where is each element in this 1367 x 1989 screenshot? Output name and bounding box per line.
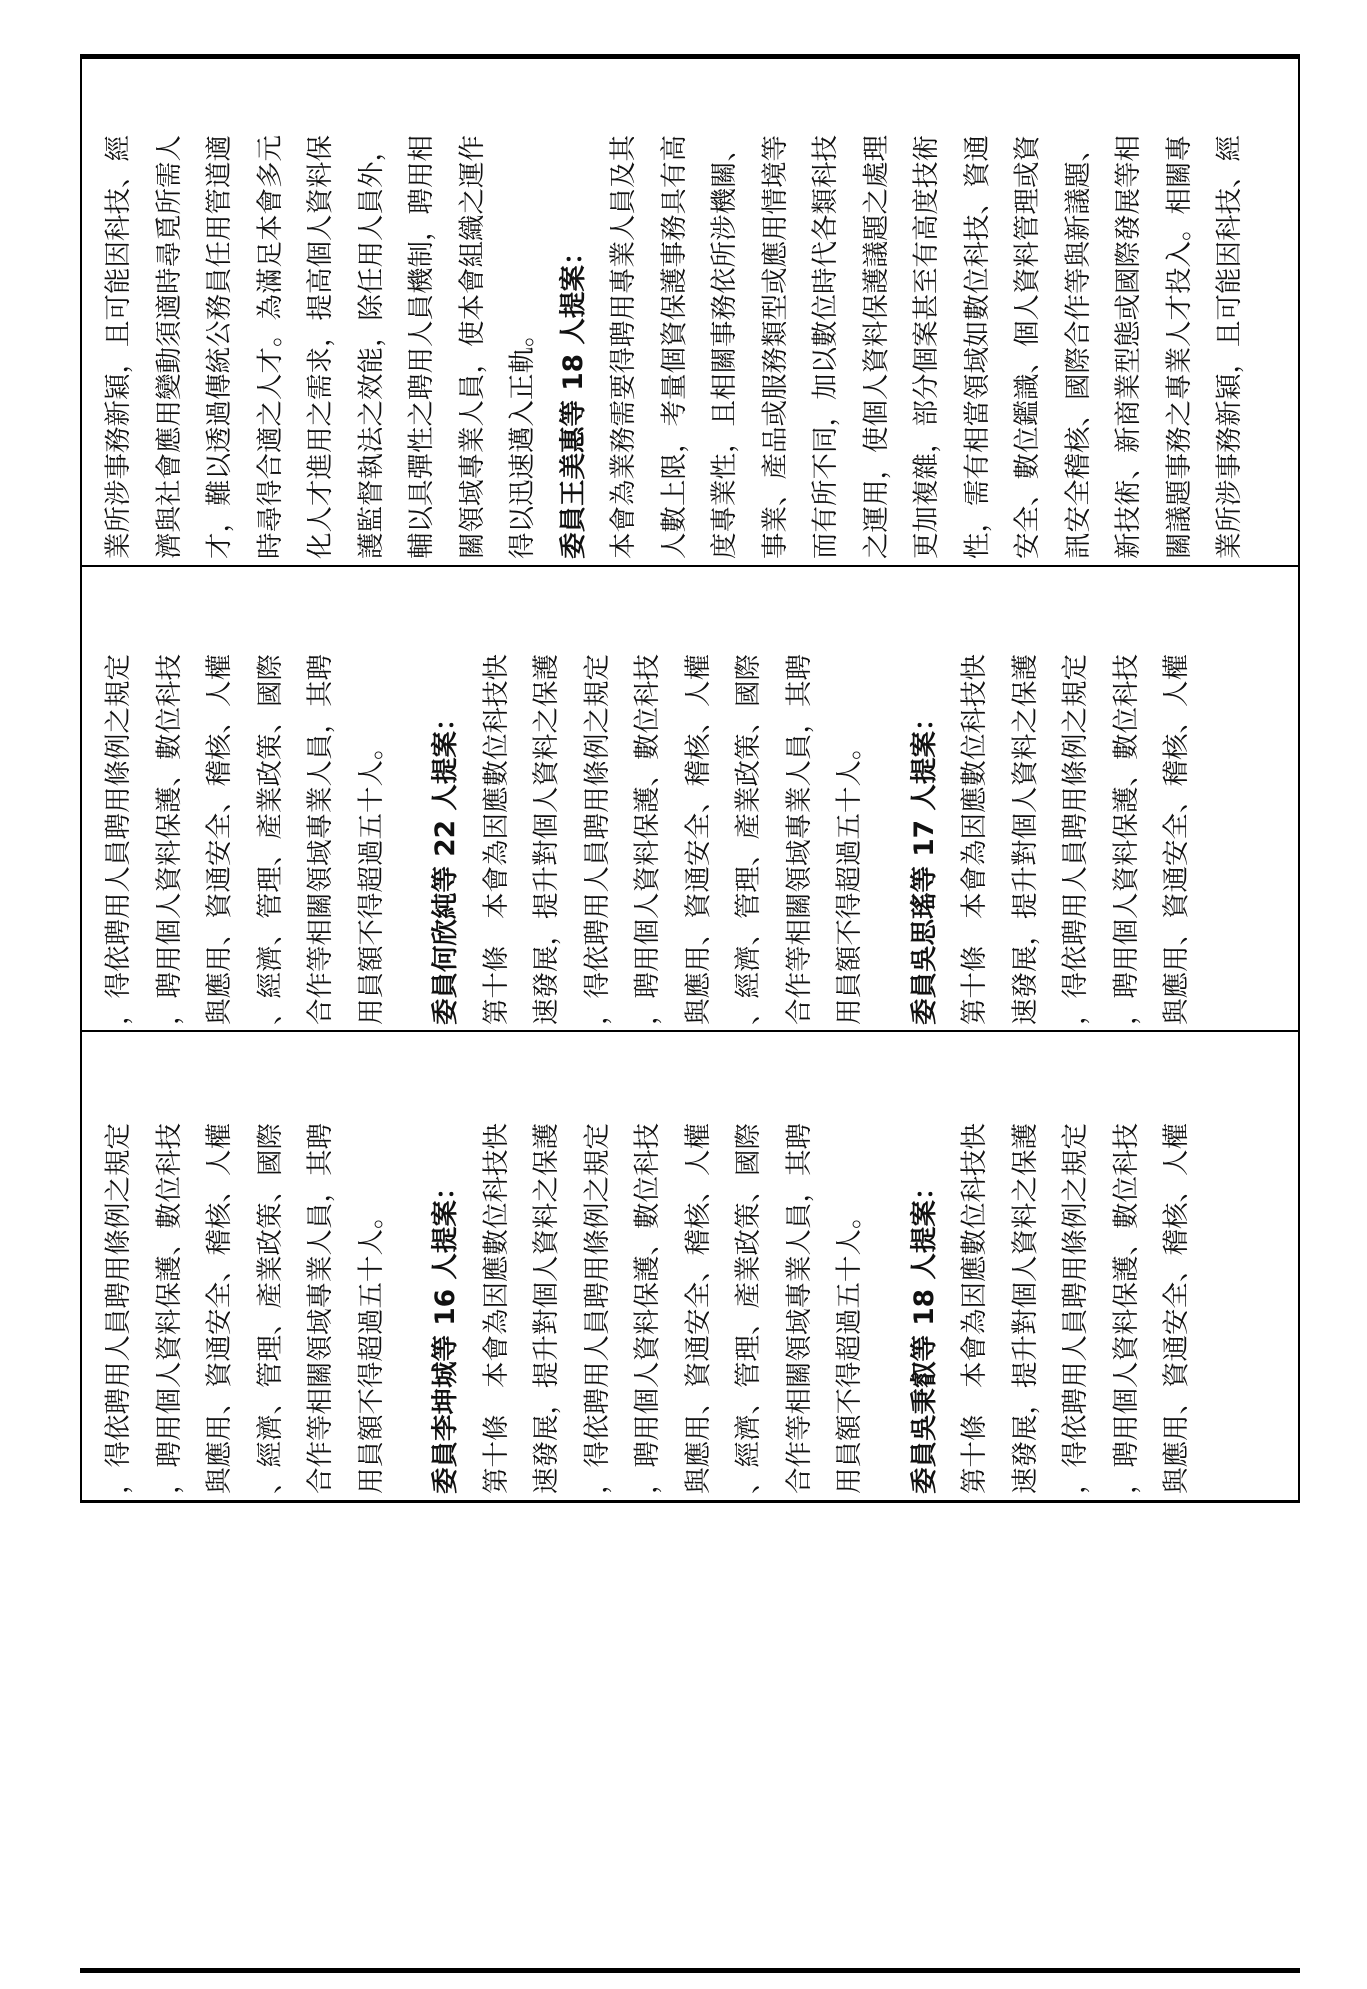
text-line: 護監督執法之效能，除任用人員外， — [355, 135, 387, 559]
text-line: ，得依聘用人員聘用條例之規定 — [1060, 654, 1091, 1025]
text-line: 合作等相關領域專業人員，其聘 — [783, 1123, 815, 1494]
text-line: 與應用、資通安全、稽核、人權 — [682, 1123, 714, 1494]
right-border — [1298, 54, 1300, 1502]
text-line: ，得依聘用人員聘用條例之規定 — [1060, 1123, 1091, 1494]
text-line: 用員額不得超過五十人。 — [355, 733, 387, 1025]
text-line: 、經濟、管理、產業政策、國際 — [254, 654, 286, 1025]
text-panel-2 — [82, 567, 1298, 1030]
panel-1-text — [94, 1123, 1203, 1494]
text-line: 與應用、資通安全、稽核、人權 — [204, 654, 235, 1025]
text-line: 與應用、資通安全、稽核、人權 — [682, 654, 714, 1025]
text-line: 第十條 本會為因應數位科技快 — [959, 1123, 990, 1494]
text-line: 化人才進用之需求，提高個人資料保 — [305, 135, 336, 559]
text-line: 、經濟、管理、產業政策、國際 — [733, 654, 764, 1025]
text-line: ，得依聘用人員聘用條例之規定 — [581, 654, 613, 1025]
text-line: 、經濟、管理、產業政策、國際 — [254, 1123, 286, 1494]
text-line: 第十條 本會為因應數位科技快 — [480, 1123, 512, 1494]
text-line: 濟與社會應用變動須適時尋覓所需人 — [153, 135, 185, 559]
proposal-heading: 委員何欣純等 22 人提案： — [430, 704, 461, 1025]
proposal-heading: 委員王美惠等 18 人提案： — [557, 238, 589, 559]
text-line — [876, 654, 900, 1025]
text-line: 安全、數位鑑識、個人資料管理或資 — [1012, 135, 1043, 559]
text-line: 合作等相關領域專業人員，其聘 — [305, 1123, 336, 1494]
panel-2-text — [94, 654, 1203, 1025]
proposal-heading: 委員吳思瑤等 17 人提案： — [908, 704, 940, 1025]
text-line: 用員額不得超過五十人。 — [355, 1202, 387, 1494]
text-line — [397, 654, 421, 1025]
text-line: ，聘用個人資料保護、數位科技 — [1110, 654, 1142, 1025]
text-line: 速發展，提升對個人資料之保護 — [1009, 1123, 1041, 1494]
text-line: 人數上限，考量個資保護事務具有高 — [658, 135, 690, 559]
text-line: ，得依聘用人員聘用條例之規定 — [103, 654, 134, 1025]
proposal-heading: 委員李坤城等 16 人提案： — [430, 1173, 461, 1494]
text-line: 速發展，提升對個人資料之保護 — [531, 1123, 562, 1494]
text-line: 關議題事務之專業人才投入。相關專 — [1163, 135, 1195, 559]
text-line: ，聘用個人資料保護、數位科技 — [153, 1123, 185, 1494]
text-line: 第十條 本會為因應數位科技快 — [959, 654, 990, 1025]
text-line: 而有所不同，加以數位時代各類科技 — [810, 135, 841, 559]
text-line: 得以迅速邁入正軌。 — [507, 320, 538, 559]
text-panel-1 — [82, 1032, 1298, 1500]
text-line: 時尋得合適之人才。為滿足本會多元 — [254, 135, 286, 559]
text-line: ，得依聘用人員聘用條例之規定 — [581, 1123, 613, 1494]
text-line: 合作等相關領域專業人員，其聘 — [783, 654, 815, 1025]
text-line: 關領域專業人員，使本會組織之運作 — [456, 135, 488, 559]
text-line: ，聘用個人資料保護、數位科技 — [632, 654, 663, 1025]
text-line: 與應用、資通安全、稽核、人權 — [204, 1123, 235, 1494]
text-line: 性，需有相當領域如數位科技、資通 — [961, 135, 993, 559]
text-line: 與應用、資通安全、稽核、人權 — [1161, 654, 1192, 1025]
text-line: 事業、產品或服務類型或應用情境等 — [759, 135, 791, 559]
text-line: ，得依聘用人員聘用條例之規定 — [103, 1123, 134, 1494]
panel-3-text — [94, 135, 1256, 559]
text-line: 本會為業務需要得聘用專業人員及其 — [608, 135, 639, 559]
text-line — [876, 1123, 900, 1494]
proposal-heading: 委員吳秉叡等 18 人提案： — [908, 1173, 940, 1494]
text-line: ，聘用個人資料保護、數位科技 — [153, 654, 185, 1025]
text-line: 速發展，提升對個人資料之保護 — [531, 654, 562, 1025]
text-line: ，聘用個人資料保護、數位科技 — [1110, 1123, 1142, 1494]
middle-rule — [80, 1500, 1300, 1503]
text-line: 度專業性，且相關事務依所涉機關、 — [709, 135, 740, 559]
text-line: 更加複雜，部分個案甚至有高度技術 — [911, 135, 942, 559]
text-line: 第十條 本會為因應數位科技快 — [480, 654, 512, 1025]
text-line: 、經濟、管理、產業政策、國際 — [733, 1123, 764, 1494]
text-line: 輔以具彈性之聘用人員機制，聘用相 — [406, 135, 437, 559]
text-line: 速發展，提升對個人資料之保護 — [1009, 654, 1041, 1025]
text-line — [397, 1123, 421, 1494]
text-line: 之運用，使個人資料保護議題之處理 — [860, 135, 892, 559]
bottom-rule — [80, 1968, 1300, 1973]
text-line: 與應用、資通安全、稽核、人權 — [1161, 1123, 1192, 1494]
text-line: 合作等相關領域專業人員，其聘 — [305, 654, 336, 1025]
text-line: 業所涉事務新穎，且可能因科技、經 — [103, 135, 134, 559]
text-line: 才，難以透過傳統公務員任用管道適 — [204, 135, 235, 559]
text-line: 新技術、新商業型態或國際發展等相 — [1113, 135, 1144, 559]
text-line: 訊安全稽核、國際合作等與新議題、 — [1062, 135, 1094, 559]
text-line: 用員額不得超過五十人。 — [834, 1202, 865, 1494]
text-line: 業所涉事務新穎，且可能因科技、經 — [1214, 135, 1245, 559]
text-panel-3 — [82, 59, 1298, 565]
text-line: ，聘用個人資料保護、數位科技 — [632, 1123, 663, 1494]
text-line: 用員額不得超過五十人。 — [834, 733, 865, 1025]
